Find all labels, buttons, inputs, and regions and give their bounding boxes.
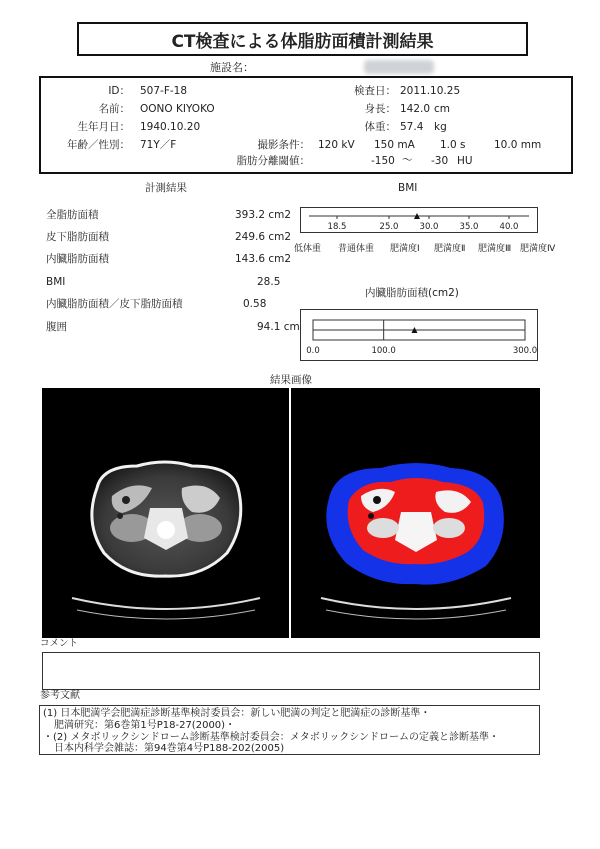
- result-value: 143.6 cm2: [235, 253, 292, 265]
- patient-agesex: 71Y／F: [140, 139, 177, 151]
- threshold-low: -150: [371, 155, 395, 167]
- result-label: 腹囲: [46, 321, 67, 333]
- visceral-chart: [301, 310, 537, 360]
- threshold-sep: 〜: [402, 154, 413, 166]
- reference-line: 肥満研究：第6巻第1号P18-27(2000)・: [54, 720, 236, 731]
- bmi-category: 普通体重: [338, 244, 375, 254]
- bmi-tick-label: 25.0: [379, 222, 399, 232]
- threshold-label: 脂肪分離閾値：: [236, 155, 310, 167]
- patient-id: 507-F-18: [140, 85, 188, 97]
- result-value: 249.6 cm2: [235, 231, 292, 243]
- weight-value: 57.4: [400, 121, 424, 133]
- ct-scan-colored: [291, 388, 540, 638]
- height-unit: cm: [434, 103, 451, 115]
- result-value: 28.5: [257, 276, 281, 288]
- references-box: [39, 705, 540, 755]
- height-value: 142.0: [400, 103, 431, 115]
- cond-kv: 120 kV: [318, 139, 355, 151]
- visceral-tick-label: 300.0: [512, 346, 537, 356]
- name-label: 名前：: [98, 103, 130, 115]
- bmi-tick-label: 35.0: [459, 222, 479, 232]
- bmi-tick-label: 18.5: [327, 222, 347, 232]
- bmi-chart: [301, 208, 537, 232]
- bmi-tick-label: 40.0: [499, 222, 519, 232]
- reference-line: (1) 日本肥満学会肥満症診断基準検討委員会：新しい肥満の判定と肥満症の診断基準・: [43, 708, 431, 719]
- result-label: BMI: [46, 276, 66, 288]
- exam-date: 2011.10.25: [400, 85, 461, 97]
- result-label: 内臓脂肪面積: [46, 253, 109, 265]
- cond-mm: 10.0 mm: [494, 139, 542, 151]
- result-value: 393.2 cm2: [235, 209, 292, 221]
- result-value: 94.1 cm: [257, 321, 300, 333]
- height-label: 身長：: [364, 103, 396, 115]
- cond-sec: 1.0 s: [440, 139, 466, 151]
- cond-ma: 150 mA: [374, 139, 415, 151]
- bmi-chart-title: BMI: [398, 182, 418, 194]
- weight-unit: kg: [434, 121, 447, 133]
- ct-scan-grayscale: [42, 388, 289, 638]
- bmi-chart-box: [300, 207, 538, 233]
- exam-date-label: 検査日：: [354, 85, 396, 97]
- patient-birth: 1940.10.20: [140, 121, 201, 133]
- bmi-category: 肥満度Ⅲ: [478, 244, 512, 254]
- images-heading: 結果画像: [270, 374, 312, 386]
- result-label: 皮下脂肪面積: [46, 231, 109, 243]
- conditions-label: 撮影条件：: [257, 139, 310, 151]
- bmi-category: 肥満度Ⅳ: [520, 244, 556, 254]
- reference-line: 日本内科学会雑誌：第94巻第4号P188-202(2005): [54, 743, 285, 754]
- patient-name: OONO KIYOKO: [140, 103, 215, 115]
- bmi-tick-label: 30.0: [419, 222, 439, 232]
- visceral-tick-label: 0.0: [306, 346, 320, 356]
- bmi-category: 低体重: [294, 244, 322, 254]
- id-label: ID：: [108, 85, 130, 97]
- results-heading: 計測結果: [145, 182, 187, 194]
- result-label: 内臓脂肪面積／皮下脂肪面積: [46, 298, 183, 310]
- reference-line: ・(2) メタボリックシンドローム診断基準検討委員会：メタボリックシンドロームの定義と診断基準・: [43, 732, 500, 743]
- birth-label: 生年月日：: [77, 121, 130, 133]
- references-label: 参考文献: [40, 690, 80, 701]
- visceral-chart-box: [300, 309, 538, 361]
- weight-label: 体重：: [364, 121, 396, 133]
- visceral-tick-label: 100.0: [371, 346, 396, 356]
- comment-box[interactable]: [42, 652, 540, 690]
- bmi-category: 肥満度Ⅰ: [390, 244, 420, 254]
- ct-image-segmented: [291, 388, 540, 638]
- bmi-category: 肥満度Ⅱ: [434, 244, 466, 254]
- report-title: [77, 22, 528, 56]
- facility-name-redacted: [364, 60, 434, 74]
- visceral-chart-title: 内臓脂肪面積(cm2): [365, 287, 459, 299]
- facility-label: 施設名：: [210, 61, 254, 74]
- threshold-high: -30: [431, 155, 449, 167]
- agesex-label: 年齢／性別：: [67, 139, 130, 151]
- comment-label: コメント: [40, 638, 79, 649]
- threshold-unit: HU: [457, 155, 473, 167]
- ct-image-original: [42, 388, 289, 638]
- report-title-text: CT検査による体脂肪面積計測結果: [171, 31, 434, 52]
- result-label: 全脂肪面積: [46, 209, 99, 221]
- result-value: 0.58: [243, 298, 267, 310]
